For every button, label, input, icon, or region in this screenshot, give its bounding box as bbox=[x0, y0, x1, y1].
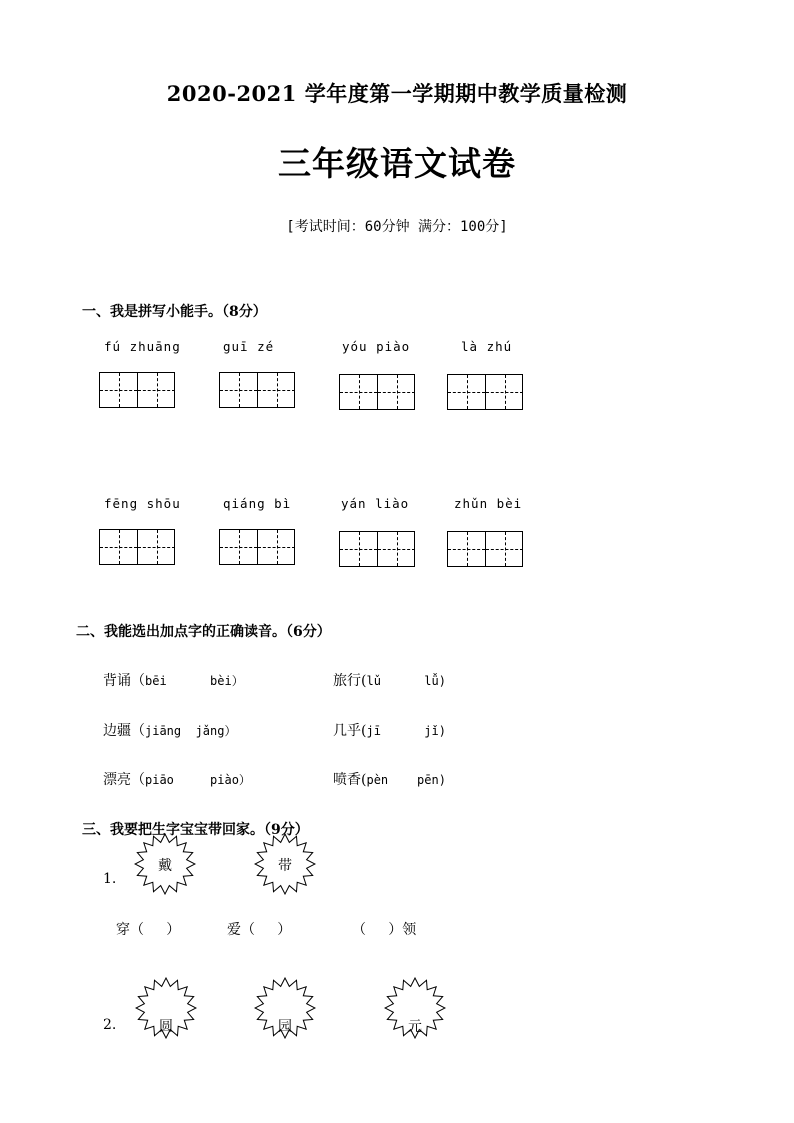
choice-word: 几乎( bbox=[333, 723, 367, 739]
section-2-title: 二、我能选出加点字的正确读音。（6分） bbox=[76, 624, 331, 640]
writing-grid[interactable] bbox=[99, 372, 175, 408]
question-number: 1. bbox=[103, 871, 117, 887]
page-title: 三年级语文试卷 bbox=[278, 144, 516, 183]
choice-options[interactable]: piāo piào） bbox=[145, 773, 251, 787]
fill-blank-item[interactable]: （ ）领 bbox=[352, 922, 417, 938]
section-1-title: 一、我是拼写小能手。（8分） bbox=[82, 304, 267, 320]
choice-options[interactable]: jī jǐ) bbox=[366, 724, 446, 738]
writing-grid[interactable] bbox=[447, 374, 523, 410]
section-3-title: 三、我要把生字宝宝带回家。（9分） bbox=[82, 822, 309, 838]
star-character: 带 bbox=[278, 858, 292, 874]
writing-grid[interactable] bbox=[447, 531, 523, 567]
star-character: 戴 bbox=[158, 858, 172, 874]
reading-choice-item bbox=[333, 720, 446, 740]
fill-blank-item[interactable]: 穿（ ） bbox=[116, 922, 181, 938]
choice-word: 喷香( bbox=[333, 772, 367, 788]
pinyin-label: guī zé bbox=[223, 339, 275, 354]
pinyin-label: yán liào bbox=[341, 496, 410, 511]
choice-word: 背诵（ bbox=[103, 673, 145, 689]
choice-word: 旅行( bbox=[333, 673, 367, 689]
writing-grid[interactable] bbox=[219, 372, 295, 408]
choice-options[interactable]: jiāng jǎng） bbox=[145, 724, 237, 738]
pinyin-label: qiáng bì bbox=[223, 496, 292, 511]
writing-grid[interactable] bbox=[339, 374, 415, 410]
fill-blank-item[interactable]: 爱（ ） bbox=[227, 922, 292, 938]
reading-choice-item bbox=[333, 670, 446, 690]
question-number: 2. bbox=[103, 1017, 117, 1033]
reading-choice-item bbox=[333, 769, 446, 789]
pinyin-label: zhǔn bèi bbox=[454, 496, 523, 511]
starburst-character bbox=[384, 977, 446, 1039]
starburst-character bbox=[254, 833, 316, 895]
pinyin-label: là zhú bbox=[461, 339, 513, 354]
writing-grid[interactable] bbox=[339, 531, 415, 567]
starburst-character bbox=[254, 977, 316, 1039]
reading-choice-item bbox=[103, 670, 244, 690]
exam-header-line: 2020-2021 学年度第一学期期中教学质量检测 bbox=[166, 81, 628, 106]
exam-info: [考试时间：60分钟 满分：100分] bbox=[286, 219, 508, 235]
star-character: 元 bbox=[408, 1019, 422, 1035]
pinyin-label: fú zhuāng bbox=[104, 339, 181, 354]
choice-word: 边疆（ bbox=[103, 723, 145, 739]
star-character: 圆 bbox=[159, 1019, 173, 1035]
starburst-character bbox=[135, 977, 197, 1039]
choice-options[interactable]: bēi bèi） bbox=[145, 674, 244, 688]
star-character: 园 bbox=[278, 1019, 292, 1035]
choice-word: 漂亮（ bbox=[103, 772, 145, 788]
writing-grid[interactable] bbox=[99, 529, 175, 565]
reading-choice-item bbox=[103, 769, 251, 789]
reading-choice-item bbox=[103, 720, 236, 740]
writing-grid[interactable] bbox=[219, 529, 295, 565]
choice-options[interactable]: lǔ lǚ) bbox=[366, 674, 446, 688]
choice-options[interactable]: pèn pēn) bbox=[366, 773, 446, 787]
pinyin-label: yóu piào bbox=[342, 339, 411, 354]
pinyin-label: fēng shōu bbox=[104, 496, 181, 511]
starburst-character bbox=[134, 833, 196, 895]
